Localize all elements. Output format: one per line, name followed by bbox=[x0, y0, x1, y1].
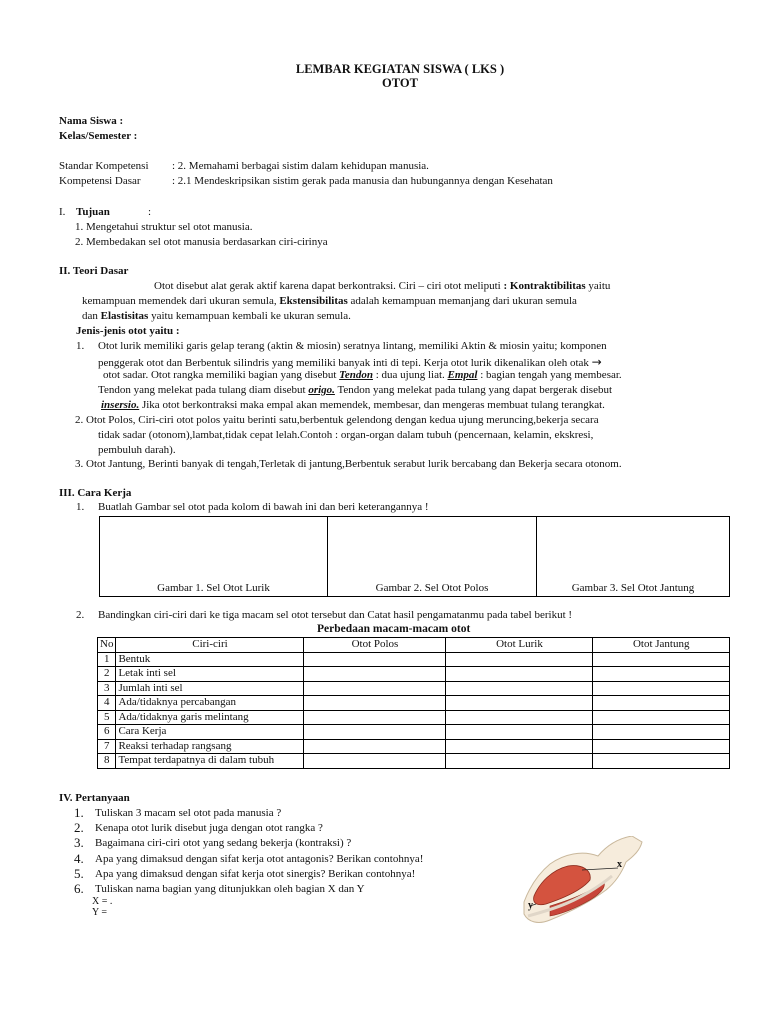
drawing-box-polos[interactable] bbox=[328, 517, 537, 596]
cara-kerja-heading: III. Cara Kerja bbox=[59, 487, 132, 499]
drawing-boxes bbox=[99, 516, 730, 597]
answer-x: X = . bbox=[92, 896, 113, 907]
teori-paragraph-line: Otot disebut alat gerak aktif karena dapat berkontraksi. Ciri – ciri otot meliputi : Kontraktibilitas yaitu bbox=[154, 280, 611, 292]
table-row: 2 Letak inti sel bbox=[98, 667, 730, 682]
teori-heading: II. Teori Dasar bbox=[59, 265, 129, 277]
sk-value: : 2. Memahami berbagai sistim dalam kehidupan manusia. bbox=[172, 160, 429, 172]
table-row: 3 Jumlah inti sel bbox=[98, 681, 730, 696]
teori-line: otot sadar. Otot rangka memiliki bagian yang disebut Tendon : dua ujung liat. Empal : bagian tengah yang membesar. bbox=[103, 369, 622, 381]
caption: Gambar 2. Sel Otot Polos bbox=[375, 582, 489, 594]
question: Bagaimana ciri-ciri otot yang sedang bekerja (kontraksi) ? bbox=[95, 837, 352, 849]
q-num: 3. bbox=[74, 835, 84, 850]
caption: Gambar 3. Sel Otot Jantung bbox=[571, 582, 695, 594]
table-row: 5 Ada/tidaknya garis melintang bbox=[98, 710, 730, 725]
question: Kenapa otot lurik disebut juga dengan otot rangka ? bbox=[95, 822, 323, 834]
header-polos: Otot Polos bbox=[304, 638, 446, 653]
teori-line: 3. Otot Jantung, Berinti banyak di tengah,Terletak di jantung,Berbentuk serabut lurik bercabang dan Bekerja secara otonom. bbox=[75, 458, 622, 470]
label-y: y bbox=[528, 900, 533, 911]
caption: Gambar 1. Sel Otot Lurik bbox=[157, 582, 270, 594]
drawing-box-jantung[interactable] bbox=[537, 517, 729, 596]
step-num: 2. bbox=[76, 609, 85, 621]
table-row: 6 Cara Kerja bbox=[98, 725, 730, 740]
tujuan-item: 2. Membedakan sel otot manusia berdasarkan ciri-cirinya bbox=[75, 236, 328, 248]
pertanyaan-heading: IV. Pertanyaan bbox=[59, 792, 130, 804]
comparison-table bbox=[97, 637, 730, 769]
answer-y: Y = bbox=[92, 907, 107, 918]
q-num: 1. bbox=[74, 805, 84, 820]
table-row: 4 Ada/tidaknya percabangan bbox=[98, 696, 730, 711]
teori-line: Tendon yang melekat pada tulang diam disebut origo. Tendon yang melekat pada tulang yang dapat bergerak disebut bbox=[98, 384, 613, 396]
header-ciri: Ciri-ciri bbox=[116, 638, 304, 653]
teori-line: Otot lurik memiliki garis gelap terang (aktin & miosin) seratnya lintang, memiliki Aktin & miosin yaitu; komponen bbox=[98, 340, 607, 352]
step-text: Bandingkan ciri-ciri dari ke tiga macam sel otot tersebut dan Catat hasil pengamatanmu pada tabel berikut ! bbox=[98, 609, 573, 621]
q-num: 2. bbox=[74, 820, 84, 835]
kd-label: Kompetensi Dasar bbox=[59, 175, 141, 187]
table-row: 1 Bentuk bbox=[98, 652, 730, 667]
step-text: Buatlah Gambar sel otot pada kolom di bawah ini dan beri keterangannya ! bbox=[98, 501, 429, 513]
header-jantung: Otot Jantung bbox=[593, 638, 730, 653]
header-lurik: Otot Lurik bbox=[446, 638, 593, 653]
nama-siswa-label: Nama Siswa : bbox=[59, 115, 124, 127]
table-caption: Perbedaan macam-macam otot bbox=[317, 623, 471, 635]
kd-value: : 2.1 Mendeskripsikan sistim gerak pada manusia dan hubungannya dengan Kesehatan bbox=[172, 175, 553, 187]
step-num: 1. bbox=[76, 501, 85, 513]
q-num: 5. bbox=[74, 866, 84, 881]
teori-line: penggerak otot dan Berbentuk silindris yang memiliki banyak inti di tepi. Kerja otot lurik dikenalikan oleh otak → bbox=[98, 355, 602, 369]
drawing-box-lurik[interactable] bbox=[100, 517, 328, 596]
doc-title: LEMBAR KEGIATAN SISWA ( LKS ) bbox=[295, 62, 505, 76]
sk-label: Standar Kompetensi bbox=[59, 160, 149, 172]
tujuan-colon: : bbox=[148, 206, 152, 218]
arm-muscle-figure bbox=[520, 836, 655, 926]
tujuan-heading: Tujuan bbox=[76, 206, 110, 218]
question: Apa yang dimaksud dengan sifat kerja otot sinergis? Berikan contohnya! bbox=[95, 868, 416, 880]
table-row: 8 Tempat terdapatnya di dalam tubuh bbox=[98, 754, 730, 769]
tujuan-item: 1. Mengetahui struktur sel otot manusia. bbox=[75, 221, 253, 233]
teori-line: tidak sadar (otonom),lambat,tidak cepat lelah.Contoh : organ-organ dalam tubuh (pencernaan, kelamin, ekskresi, bbox=[98, 429, 594, 441]
table-row: 7 Reaksi terhadap rangsang bbox=[98, 739, 730, 754]
question: Apa yang dimaksud dengan sifat kerja otot antagonis? Berikan contohnya! bbox=[95, 853, 424, 865]
q-num: 6. bbox=[74, 881, 84, 896]
q-num: 4. bbox=[74, 851, 84, 866]
kelas-semester-label: Kelas/Semester : bbox=[59, 130, 138, 142]
list-num: 1. bbox=[76, 340, 85, 352]
arrow-right-icon: → bbox=[591, 355, 602, 369]
teori-paragraph-line: kemampuan memendek dari ukuran semula, Ekstensibilitas adalah kemampuan memanjang dari ukuran semula bbox=[82, 295, 577, 307]
question: Tuliskan nama bagian yang ditunjukkan oleh bagian X dan Y bbox=[95, 883, 365, 895]
jenis-otot-heading: Jenis-jenis otot yaitu : bbox=[76, 325, 180, 337]
label-x: x bbox=[617, 859, 622, 870]
teori-line: insersio. Jika otot berkontraksi maka empal akan memendek, membesar, dan mengeras membuat tulang terangkat. bbox=[101, 399, 605, 411]
doc-subtitle: OTOT bbox=[382, 76, 418, 90]
header-no: No bbox=[98, 638, 116, 653]
teori-paragraph-line: dan Elastisitas yaitu kemampuan kembali ke ukuran semula. bbox=[82, 310, 351, 322]
teori-line: 2. Otot Polos, Ciri-ciri otot polos yaitu berinti satu,berbentuk gelendong dengan kedua ujung meruncing,bekerja secara bbox=[75, 414, 599, 426]
tujuan-num: I. bbox=[59, 206, 66, 218]
teori-line: pembuluh darah). bbox=[98, 444, 176, 456]
question: Tuliskan 3 macam sel otot pada manusia ? bbox=[95, 807, 282, 819]
